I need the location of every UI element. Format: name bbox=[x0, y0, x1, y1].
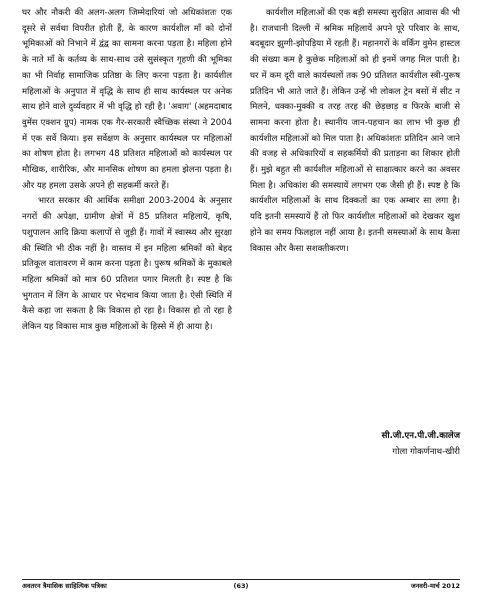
footer-issue-date: जनवरी-मार्च 2012 bbox=[410, 582, 460, 590]
right-column bbox=[250, 6, 460, 257]
footer-divider bbox=[22, 579, 460, 580]
left-column bbox=[22, 6, 232, 336]
author-signature bbox=[250, 428, 460, 460]
author-place: गोला गोकर्णनाथ-खीरी bbox=[392, 447, 460, 457]
author-institution: सी.जी.एन.पी.जी.कालेज bbox=[381, 431, 460, 441]
left-paragraph-2: भारत सरकार की आर्थिक समीक्षा 2003-2004 के अनुसार नगरों की अपेक्षा, ग्रामीण क्षेत्रों में 85 प्रतिशत महिलायें, कृषि, पशुपालन आदि क्रिया कलापों से जुड़ी हैं। गावों में स्वास्थ्य और सुरक्षा की स्थिति भी ठीक नहीं है। वास्तव में इन महिला श्रमिकों को बेहद प्रतिकूल वातावरण में काम करना पड़ता है। पुरूष श्रमिकों के मुकाबले महिला श्रमिकों को मात्र 60 प्रतिशत पगार मिलती है। स्पष्ट है कि भुगतान में लिंग के आधार पर भेदभाव किया जाता है। ऐसी स्थिति में कैसे कहा जा सकता है कि विकास हो रहा है। विकास हो तो रहा है लेकिन यह विकास मात्र कुछ महिलाओं के हिस्से में ही आया है। bbox=[22, 196, 232, 333]
footer-page-number: (63) bbox=[233, 582, 249, 590]
footer-journal-name: अवतरन त्रैमासिक साहित्यिक पत्रिका bbox=[22, 582, 107, 590]
left-paragraph-1: घर और नौकरी की अलग-अलग जिम्मेदारियां जो अधिकांशतः एक दूसरे से सर्वथा विपरीत होती हैं, के कारण कार्यशील माँ को दोनों भूमिकाओं को निभाने में द्वंद्व का सामना करना पड़ता है। महिला होने के नाते माँ के कर्तव्य के साथ-साथ उसे सुसंस्कृत गृहणी की भूमिका का भी निर्वाह सामाजिक प्रतिष्ठा के लिए करना पड़ता है। कार्यशील महिलाओं के अनुपात में वृद्धि के साथ ही साथ कार्यस्थल पर अनेक साथ होने वाले दुर्व्यवहार में भी वृद्धि हो रही है। 'अवाग' (अहमदाबाद वुमेंस एक्शन ग्रुप) नामक एक गैर-सरकारी स्वैच्छिक संस्था ने 2004 में एक सर्वे किया। इस सर्वेक्षण के अनुसार कार्यस्थल पर महिलाओं का शोषण होता है। लगभग 48 प्रतिशत महिलाओं को कार्यस्थल पर मौखिक, शारीरिक, और मानसिक शोषण का हमला झेलना पड़ता है। और यह हमला उसके अपने ही सहकर्मी करते हैं। bbox=[22, 8, 232, 191]
right-paragraph-1: कार्यशील महिलाओं की एक बड़ी समस्या सुरक्षित आवास की भी है। राजधानी दिल्ली में श्रमिक महिलायें अपने पूरे परिवार के साथ, बदबूदार झुग्गी-झोपड़िया में रहती हैं। महानगरों के वर्किंग वुमेन हास्टल की संख्या कम है कुछेक महिलाओं को ही इनमें जगह मिल पाती है। घर में कम दूरी वाले कार्यस्थलों तक 90 प्रतिशत कार्यशील स्त्री-पुरूष प्रतिदिन भी आते जाते हैं। लेकिन उन्हें भी लोकल ट्रेन बसों में सीट न मिलने, धक्का-मुक्की व तरह तरह की छेड़छाड़ व फिरके बाजी से सामना करना होता है। स्थानीय जान-पहचान का लाभ भी कुछ ही कार्यशील महिलाओं को मिल पाता है। अधिकांशतः प्रतिदिन आने जाने की वजह से अधिकारियों व सहकर्मियों की प्रताड़ना का शिकार होती हैं। मुझे बहुत सी कार्यशील महिलाओं से साक्षात्कार करने का अवसर मिला है। अधिकांश की समस्यायें लगभग एक जैसी ही हैं। स्पष्ट है कि कार्यशील महिलाओं के साथ दिक्कतों का एक अम्बार सा लगा है। यदि इतनी समस्यायें हैं तो फिर कार्यशील महिलाओं को देखकर खुश होने का समय फिलहाल नहीं आया है। इतनी समस्याओं के साथ कैसा विकास और कैसा सशक्तीकरण। bbox=[250, 8, 460, 254]
